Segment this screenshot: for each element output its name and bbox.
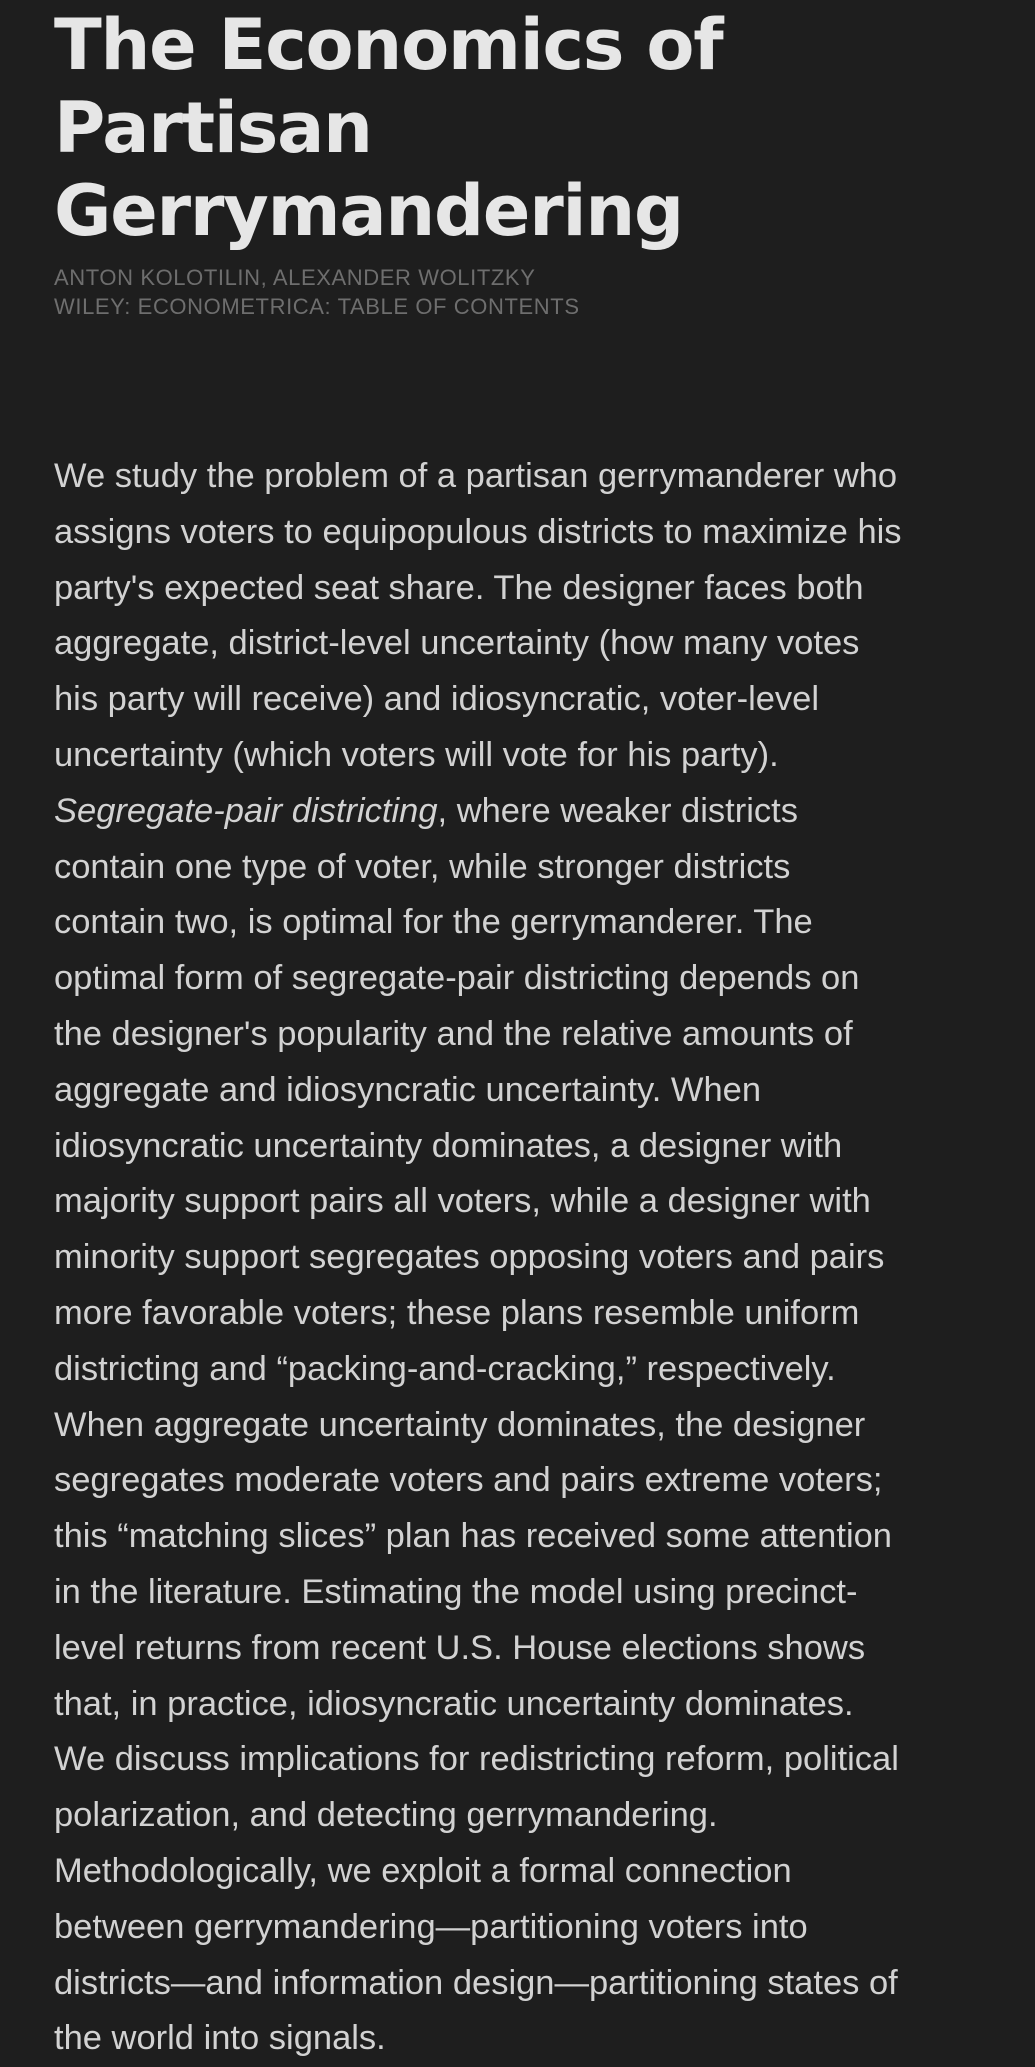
abstract-line: minority support segregates opposing voters and pairs	[54, 1238, 885, 1277]
article-abstract	[54, 449, 1019, 2067]
abstract-line: this “matching slices” plan has received some attention	[54, 1517, 892, 1556]
abstract-line: districts—and information design—partitioning states of	[54, 1963, 898, 2002]
abstract-line: We discuss implications for redistricting reform, political	[54, 1740, 899, 1779]
title-line-1: The Economics of Partisan	[54, 4, 723, 169]
abstract-line-rest: , where weaker districts	[437, 791, 798, 830]
abstract-line: majority support pairs all voters, while a designer with	[54, 1182, 871, 1221]
abstract-line: aggregate, district-level uncertainty (how many votes	[54, 624, 860, 663]
abstract-line: Methodologically, we exploit a formal connection	[54, 1851, 792, 1890]
abstract-line: level returns from recent U.S. House elections shows	[54, 1628, 866, 1667]
abstract-line: We study the problem of a partisan gerrymanderer who	[54, 457, 898, 495]
abstract-line-with-italic	[54, 784, 1019, 840]
abstract-line: contain one type of voter, while stronger districts	[54, 847, 791, 886]
article-authors: ANTON KOLOTILIN, ALEXANDER WOLITZKY	[54, 265, 536, 290]
article-meta	[54, 263, 1014, 321]
abstract-line: polarization, and detecting gerrymandering.	[54, 1796, 718, 1835]
abstract-line: segregates moderate voters and pairs extreme voters;	[54, 1461, 883, 1500]
abstract-line: idiosyncratic uncertainty dominates, a designer with	[54, 1126, 843, 1165]
article-title	[54, 0, 1014, 253]
abstract-line: the world into signals.	[54, 2019, 386, 2058]
abstract-line: aggregate and idiosyncratic uncertainty. When	[54, 1070, 762, 1109]
article-source: WILEY: ECONOMETRICA: TABLE OF CONTENTS	[54, 294, 580, 319]
abstract-line: party's expected seat share. The designer faces both	[54, 568, 864, 607]
abstract-line: uncertainty (which voters will vote for his party).	[54, 735, 779, 774]
abstract-line: his party will receive) and idiosyncratic, voter-level	[54, 680, 820, 719]
abstract-line: more favorable voters; these plans resemble uniform	[54, 1293, 860, 1332]
abstract-line: districting and “packing-and-cracking,” respectively.	[54, 1349, 836, 1388]
abstract-line: the designer's popularity and the relative amounts of	[54, 1014, 853, 1053]
abstract-line: When aggregate uncertainty dominates, the designer	[54, 1405, 866, 1444]
article	[54, 0, 1014, 2067]
abstract-line: that, in practice, idiosyncratic uncertainty dominates.	[54, 1684, 854, 1723]
italic-term: Segregate-pair districting	[54, 791, 438, 830]
abstract-line: between gerrymandering—partitioning voters into	[54, 1907, 808, 1946]
abstract-line: assigns voters to equipopulous districts to maximize his	[54, 512, 902, 551]
abstract-line: in the literature. Estimating the model using precinct-	[54, 1572, 858, 1611]
abstract-line: optimal form of segregate-pair districting depends on	[54, 959, 860, 998]
title-line-2: Gerrymandering	[54, 170, 683, 252]
abstract-line: contain two, is optimal for the gerrymanderer. The	[54, 903, 813, 942]
